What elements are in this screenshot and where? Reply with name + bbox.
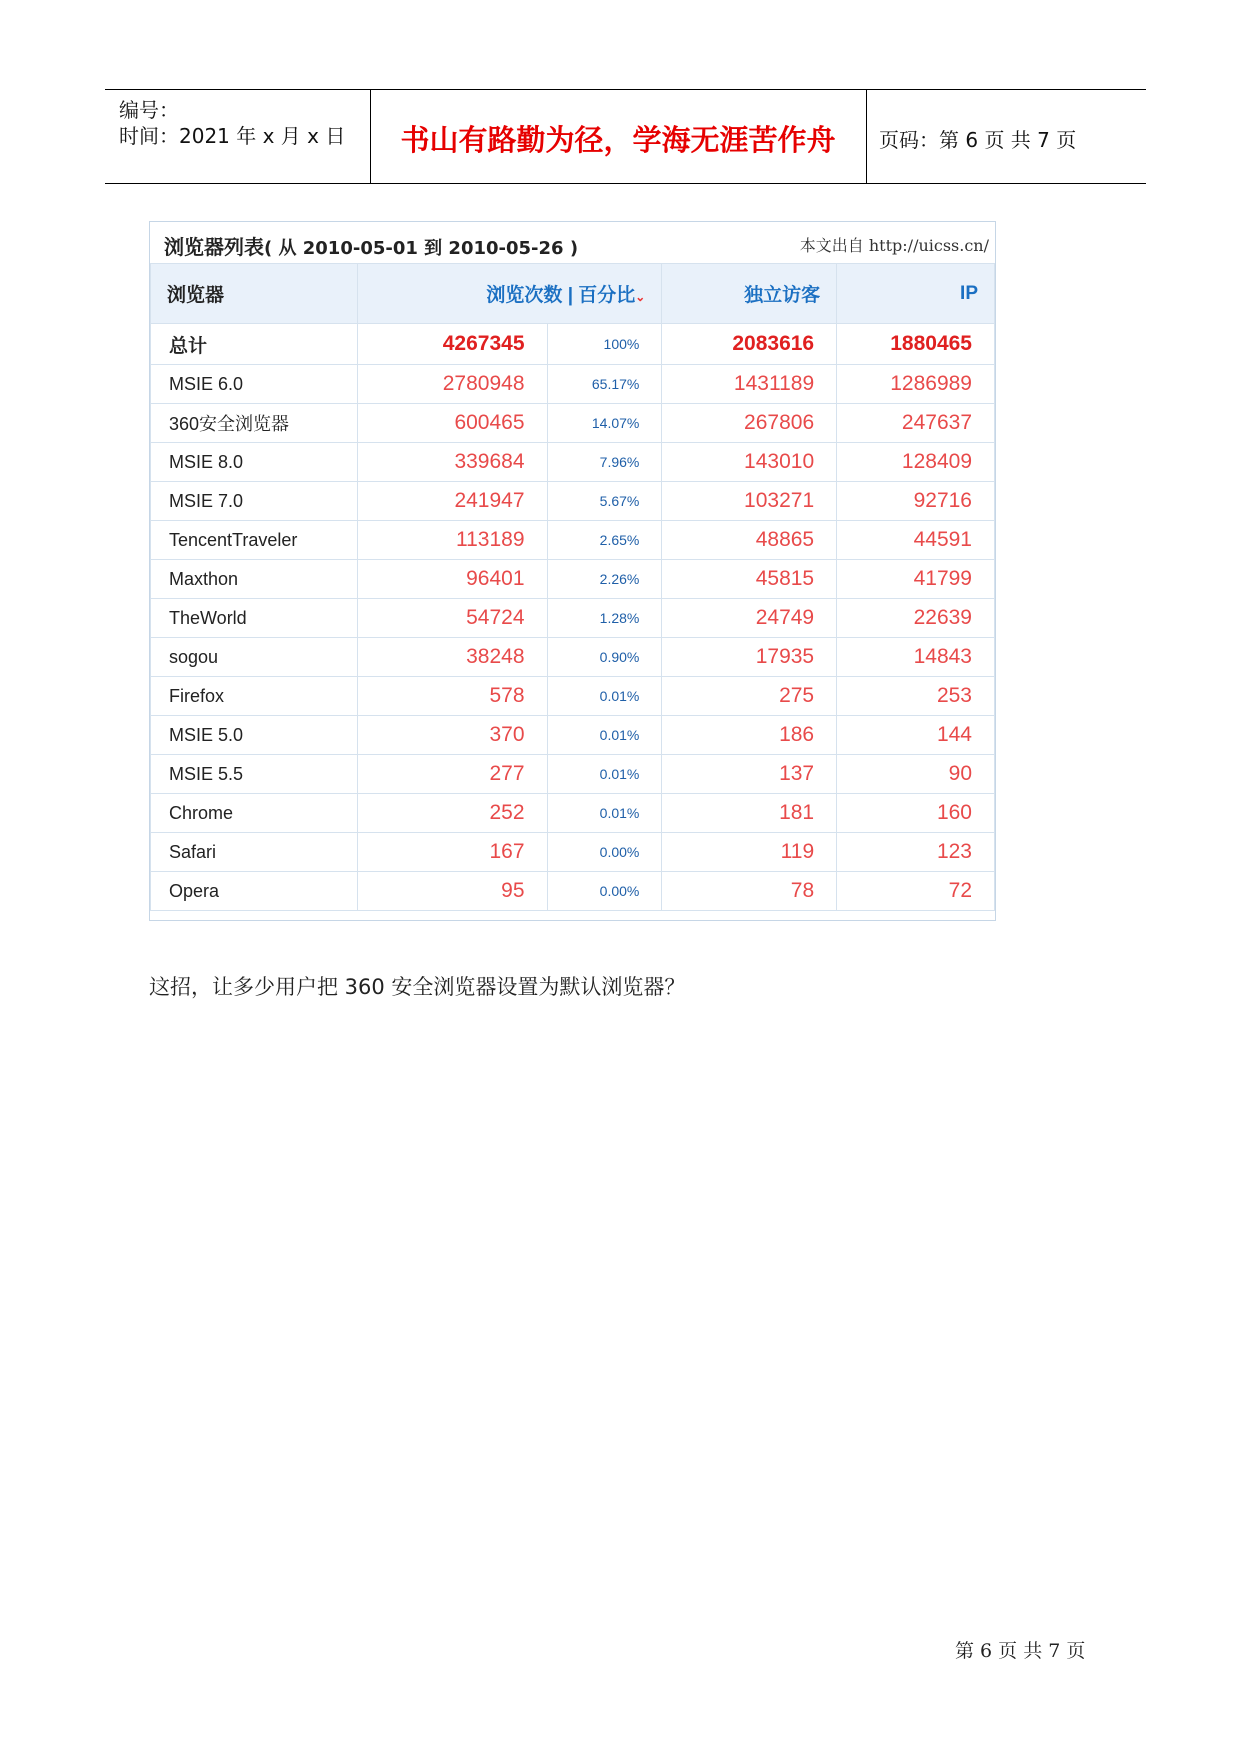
cell-ip: 144 <box>837 716 995 755</box>
table-row <box>151 755 995 794</box>
cell-views: 95 <box>357 872 547 911</box>
cell-unique: 103271 <box>662 482 837 521</box>
column-header-views-label: 浏览次数 | 百分比 <box>486 285 636 306</box>
page-header <box>105 89 1146 184</box>
table-row-total <box>151 324 995 365</box>
cell-name: TheWorld <box>151 599 358 638</box>
table-row <box>151 794 995 833</box>
column-header-unique[interactable]: 独立访客 <box>662 264 837 324</box>
cell-unique: 267806 <box>662 404 837 443</box>
cell-views: 600465 <box>357 404 547 443</box>
cell-ip: 90 <box>837 755 995 794</box>
cell-views: 241947 <box>357 482 547 521</box>
cell-pct: 0.00% <box>547 833 662 872</box>
page-info: 页码：第 6 页 共 7 页 <box>879 128 1077 152</box>
cell-views: 578 <box>357 677 547 716</box>
cell-views: 252 <box>357 794 547 833</box>
cell-name: Chrome <box>151 794 358 833</box>
table-row <box>151 716 995 755</box>
table-row <box>151 599 995 638</box>
cell-pct: 0.01% <box>547 794 662 833</box>
cell-unique: 78 <box>662 872 837 911</box>
table-row <box>151 638 995 677</box>
cell-unique: 186 <box>662 716 837 755</box>
header-info-cell <box>105 90 371 183</box>
cell-pct: 0.01% <box>547 716 662 755</box>
cell-ip: 92716 <box>837 482 995 521</box>
cell-ip: 1880465 <box>837 324 995 365</box>
panel-title <box>164 231 578 260</box>
cell-name: MSIE 6.0 <box>151 365 358 404</box>
table-row <box>151 560 995 599</box>
cell-views: 339684 <box>357 443 547 482</box>
header-motto-cell <box>370 90 867 183</box>
cell-name: TencentTraveler <box>151 521 358 560</box>
cell-name: Maxthon <box>151 560 358 599</box>
cell-views: 277 <box>357 755 547 794</box>
cell-name: MSIE 7.0 <box>151 482 358 521</box>
source-credit <box>800 233 989 256</box>
cell-unique: 24749 <box>662 599 837 638</box>
cell-ip: 14843 <box>837 638 995 677</box>
cell-name: Firefox <box>151 677 358 716</box>
cell-pct: 0.01% <box>547 755 662 794</box>
table-header-row <box>151 264 995 324</box>
cell-views: 113189 <box>357 521 547 560</box>
cell-name: Safari <box>151 833 358 872</box>
time-label: 时间：2021 年 x 月 x 日 <box>119 124 346 148</box>
cell-unique: 1431189 <box>662 365 837 404</box>
cell-views: 96401 <box>357 560 547 599</box>
cell-unique: 17935 <box>662 638 837 677</box>
cell-views: 38248 <box>357 638 547 677</box>
column-header-ip[interactable]: IP <box>837 264 995 324</box>
cell-ip: 160 <box>837 794 995 833</box>
motto: 书山有路勤为径，学海无涯苦作舟 <box>400 123 836 157</box>
cell-name: Opera <box>151 872 358 911</box>
cell-pct: 0.90% <box>547 638 662 677</box>
table-row <box>151 833 995 872</box>
cell-pct: 0.00% <box>547 872 662 911</box>
cell-unique: 275 <box>662 677 837 716</box>
table-row <box>151 872 995 911</box>
panel-title-text: 浏览器列表 <box>164 235 264 259</box>
cell-pct: 2.26% <box>547 560 662 599</box>
cell-name: MSIE 8.0 <box>151 443 358 482</box>
cell-views: 370 <box>357 716 547 755</box>
cell-ip: 123 <box>837 833 995 872</box>
body-paragraph: 这招，让多少用户把 360 安全浏览器设置为默认浏览器？ <box>149 975 686 999</box>
cell-pct: 100% <box>547 324 662 365</box>
cell-pct: 0.01% <box>547 677 662 716</box>
cell-unique: 137 <box>662 755 837 794</box>
date-range: ( 从 2010-05-01 到 2010-05-26 ) <box>264 238 579 259</box>
sort-down-icon: ⌄ <box>635 290 646 304</box>
cell-unique: 2083616 <box>662 324 837 365</box>
column-header-browser: 浏览器 <box>151 264 358 324</box>
cell-name: sogou <box>151 638 358 677</box>
cell-pct: 7.96% <box>547 443 662 482</box>
cell-unique: 181 <box>662 794 837 833</box>
source-url-link[interactable]: http://uicss.cn/ <box>868 236 989 255</box>
serial-label: 编号： <box>119 98 179 122</box>
cell-name: MSIE 5.0 <box>151 716 358 755</box>
cell-pct: 2.65% <box>547 521 662 560</box>
cell-name: 360安全浏览器 <box>151 404 358 443</box>
column-header-views[interactable] <box>357 264 662 324</box>
table-row <box>151 677 995 716</box>
cell-ip: 41799 <box>837 560 995 599</box>
cell-pct: 5.67% <box>547 482 662 521</box>
cell-ip: 22639 <box>837 599 995 638</box>
cell-unique: 45815 <box>662 560 837 599</box>
cell-name: MSIE 5.5 <box>151 755 358 794</box>
cell-views: 167 <box>357 833 547 872</box>
cell-pct: 1.28% <box>547 599 662 638</box>
cell-unique: 48865 <box>662 521 837 560</box>
table-row <box>151 443 995 482</box>
panel-title-bar <box>150 222 995 264</box>
browser-stats-panel <box>149 221 996 921</box>
cell-ip: 128409 <box>837 443 995 482</box>
cell-pct: 65.17% <box>547 365 662 404</box>
cell-views: 4267345 <box>357 324 547 365</box>
cell-unique: 119 <box>662 833 837 872</box>
cell-ip: 72 <box>837 872 995 911</box>
table-row <box>151 482 995 521</box>
cell-views: 2780948 <box>357 365 547 404</box>
cell-name: 总计 <box>151 324 358 365</box>
browser-stats-table <box>150 263 995 911</box>
cell-ip: 247637 <box>837 404 995 443</box>
cell-ip: 44591 <box>837 521 995 560</box>
header-page-cell <box>867 90 1146 183</box>
cell-pct: 14.07% <box>547 404 662 443</box>
source-prefix: 本文出自 <box>799 236 864 255</box>
table-row <box>151 404 995 443</box>
cell-views: 54724 <box>357 599 547 638</box>
page-footer: 第 6 页 共 7 页 <box>955 1640 1086 1662</box>
cell-unique: 143010 <box>662 443 837 482</box>
cell-ip: 253 <box>837 677 995 716</box>
table-row <box>151 365 995 404</box>
table-row <box>151 521 995 560</box>
cell-ip: 1286989 <box>837 365 995 404</box>
